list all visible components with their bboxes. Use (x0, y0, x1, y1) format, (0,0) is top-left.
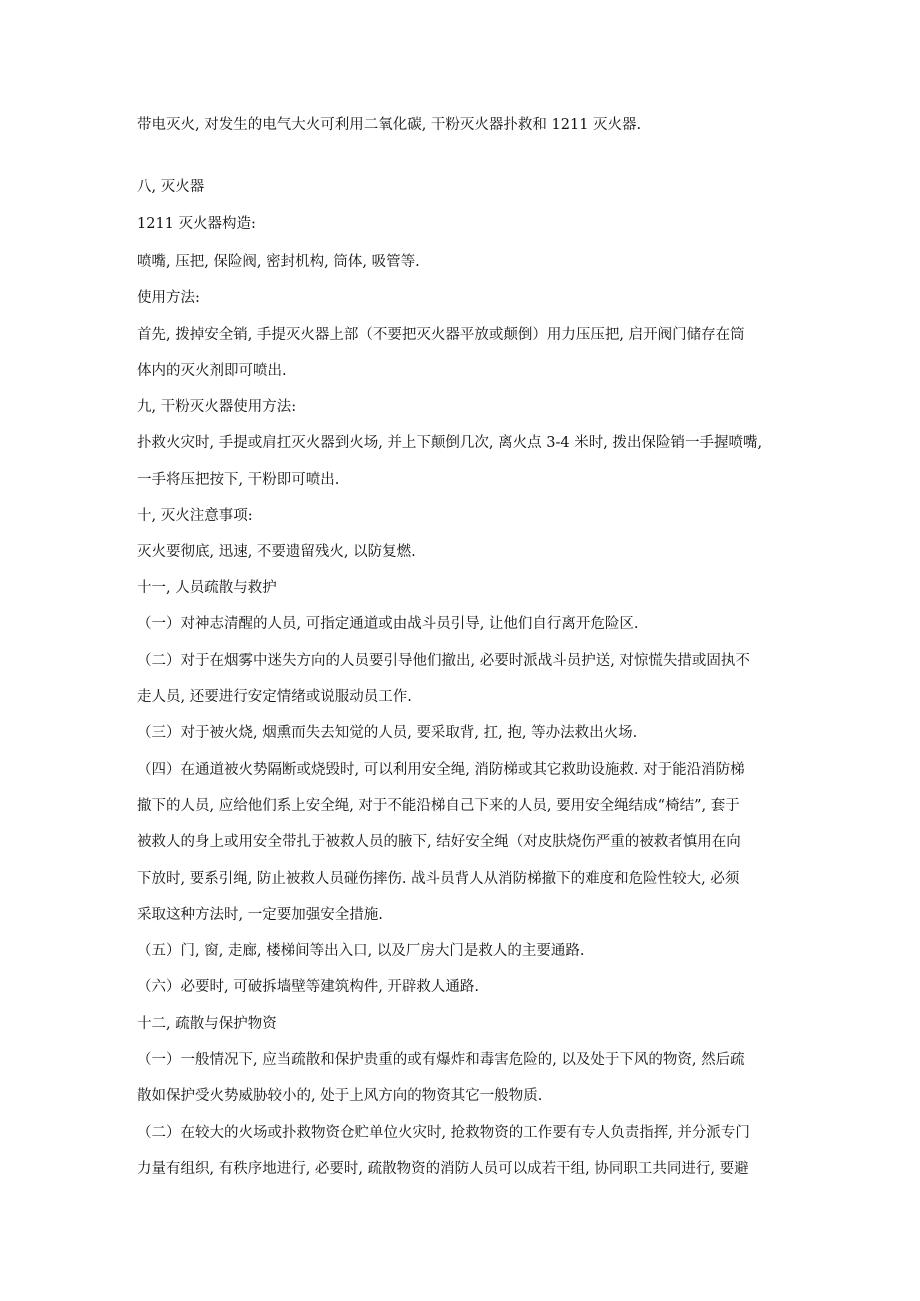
text-line: 散如保护受火势威胁较小的, 处于上风方向的物资其它一般物质. (137, 1088, 543, 1104)
text-line: 首先, 拨掉安全销, 手提灭火器上部（不要把灭火器平放或颠倒）用力压压把, 启开阀门储存在筒 (137, 327, 745, 343)
text-line: （三）对于被火烧, 烟熏而失去知觉的人员, 要采取背, 扛, 抱, 等办法救出火场. (137, 725, 638, 741)
text-line: （二）对于在烟雾中迷失方向的人员要引导他们撤出, 必要时派战斗员护送, 对惊慌失措或固执不 (137, 653, 750, 669)
text-line: （一）对神志清醒的人员, 可指定通道或由战斗员引导, 让他们自行离开危险区. (137, 616, 639, 632)
text-line: （二）在较大的火场或扑救物资仓贮单位火灾时, 抢救物资的工作要有专人负责指挥, 并分派专门 (137, 1125, 750, 1141)
text-line: 带电灭火, 对发生的电气大火可利用二氧化碳, 干粉灭火器扑救和 1211 灭火器. (137, 117, 642, 133)
text-line: 被救人的身上或用安全带扎于被救人员的腋下, 结好安全绳（对皮肤烧伤严重的被救者慎用在向 (137, 834, 741, 850)
text-line: （四）在通道被火势隔断或烧毁时, 可以利用安全绳, 消防梯或其它救助设施救. 对于能沿消防梯 (137, 762, 745, 778)
text-line: 使用方法: (137, 290, 200, 306)
section-heading: 八, 灭火器 (137, 179, 205, 195)
section-heading: 十二, 疏散与保护物资 (137, 1016, 277, 1032)
text-line: 一手将压把按下, 干粉即可喷出. (137, 472, 340, 488)
text-line: 下放时, 要系引绳, 防止被救人员碰伤摔伤. 战斗员背人从消防梯撤下的难度和危险性较大, 必须 (137, 871, 740, 887)
text-line: 喷嘴, 压把, 保险阀, 密封机构, 筒体, 吸管等. (137, 254, 420, 270)
section-heading: 十, 灭火注意事项: (137, 508, 253, 524)
text-line: 扑救火灾时, 手提或肩扛灭火器到火场, 并上下颠倒几次, 离火点 3-4 米时, 拨出保险销一手握喷嘴, (137, 435, 763, 451)
text-line: 撤下的人员, 应给他们系上安全绳, 对于不能沿梯自己下来的人员, 要用安全绳结成“椅结”, 套于 (137, 798, 740, 814)
text-line: 走人员, 还要进行安定情绪或说服动员工作. (137, 689, 412, 705)
section-heading: 九, 干粉灭火器使用方法: (137, 399, 297, 415)
text-line: 力量有组织, 有秩序地进行, 必要时, 疏散物资的消防人员可以成若干组, 协同职工共同进行, 要避 (137, 1161, 749, 1177)
text-line: （五）门, 窗, 走廊, 楼梯间等出入口, 以及厂房大门是救人的主要通路. (137, 943, 585, 959)
text-line: （六）必要时, 可破拆墙壁等建筑构件, 开辟救人通路. (137, 979, 480, 995)
text-line: 采取这种方法时, 一定要加强安全措施. (137, 907, 383, 923)
text-line: （一）一般情况下, 应当疏散和保护贵重的或有爆炸和毒害危险的, 以及处于下风的物资, 然后疏 (137, 1052, 745, 1068)
section-heading: 十一, 人员疏散与救护 (137, 580, 277, 596)
text-line: 灭火要彻底, 迅速, 不要遗留残火, 以防复燃. (137, 544, 416, 560)
text-line: 1211 灭火器构造: (137, 216, 256, 232)
text-line: 体内的灭火剂即可喷出. (137, 363, 287, 379)
